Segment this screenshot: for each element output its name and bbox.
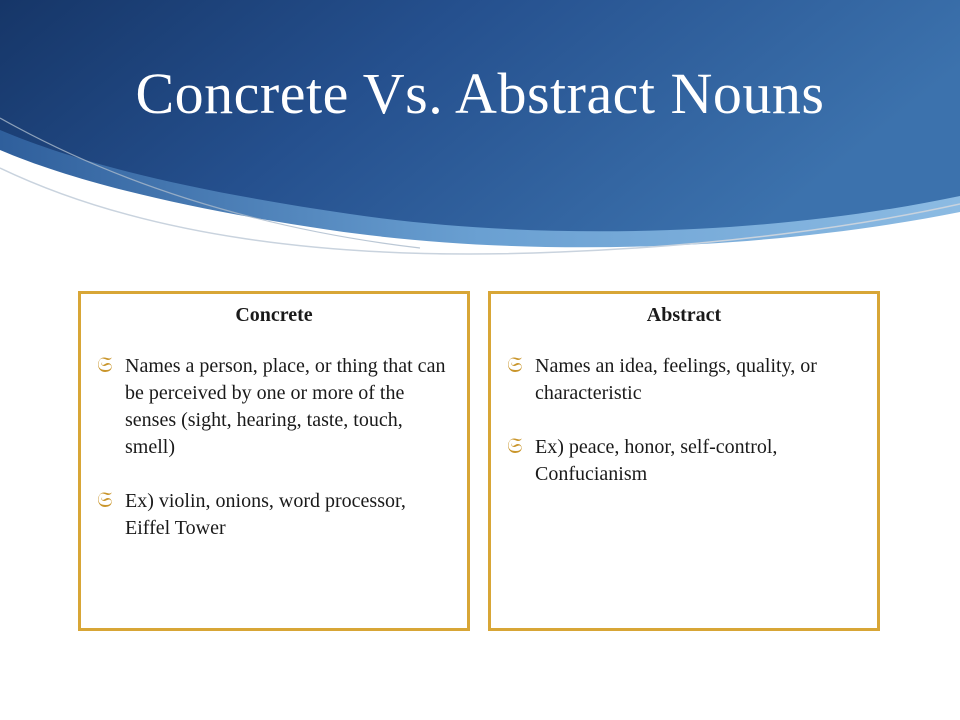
concrete-heading: Concrete bbox=[235, 304, 313, 326]
bullet-text: Names an idea, feelings, quality, or characteristic bbox=[535, 355, 817, 404]
curly-s-bullet-icon: 𝔖 bbox=[97, 353, 113, 378]
curly-s-bullet-icon: 𝔖 bbox=[97, 488, 113, 513]
curly-s-bullet-icon: 𝔖 bbox=[507, 353, 523, 378]
slide-title: Concrete Vs. Abstract Nouns bbox=[135, 61, 825, 126]
abstract-heading: Abstract bbox=[646, 304, 722, 326]
bullet-text: Ex) peace, honor, self-control, Confucianism bbox=[535, 436, 778, 485]
header-wave-background bbox=[0, 0, 960, 290]
abstract-panel bbox=[488, 291, 880, 631]
abstract-bullet-examples bbox=[491, 434, 877, 488]
bullet-text: Ex) violin, onions, word processor, Eiffel Tower bbox=[125, 490, 406, 539]
concrete-bullet-definition bbox=[81, 353, 467, 461]
abstract-bullet-definition bbox=[491, 353, 877, 407]
concrete-panel bbox=[78, 291, 470, 631]
bullet-text: Names a person, place, or thing that can be perceived by one or more of the senses (sight, hearing, taste, touch, smell) bbox=[125, 355, 446, 458]
concrete-bullet-examples bbox=[81, 488, 467, 542]
curly-s-bullet-icon: 𝔖 bbox=[507, 434, 523, 459]
